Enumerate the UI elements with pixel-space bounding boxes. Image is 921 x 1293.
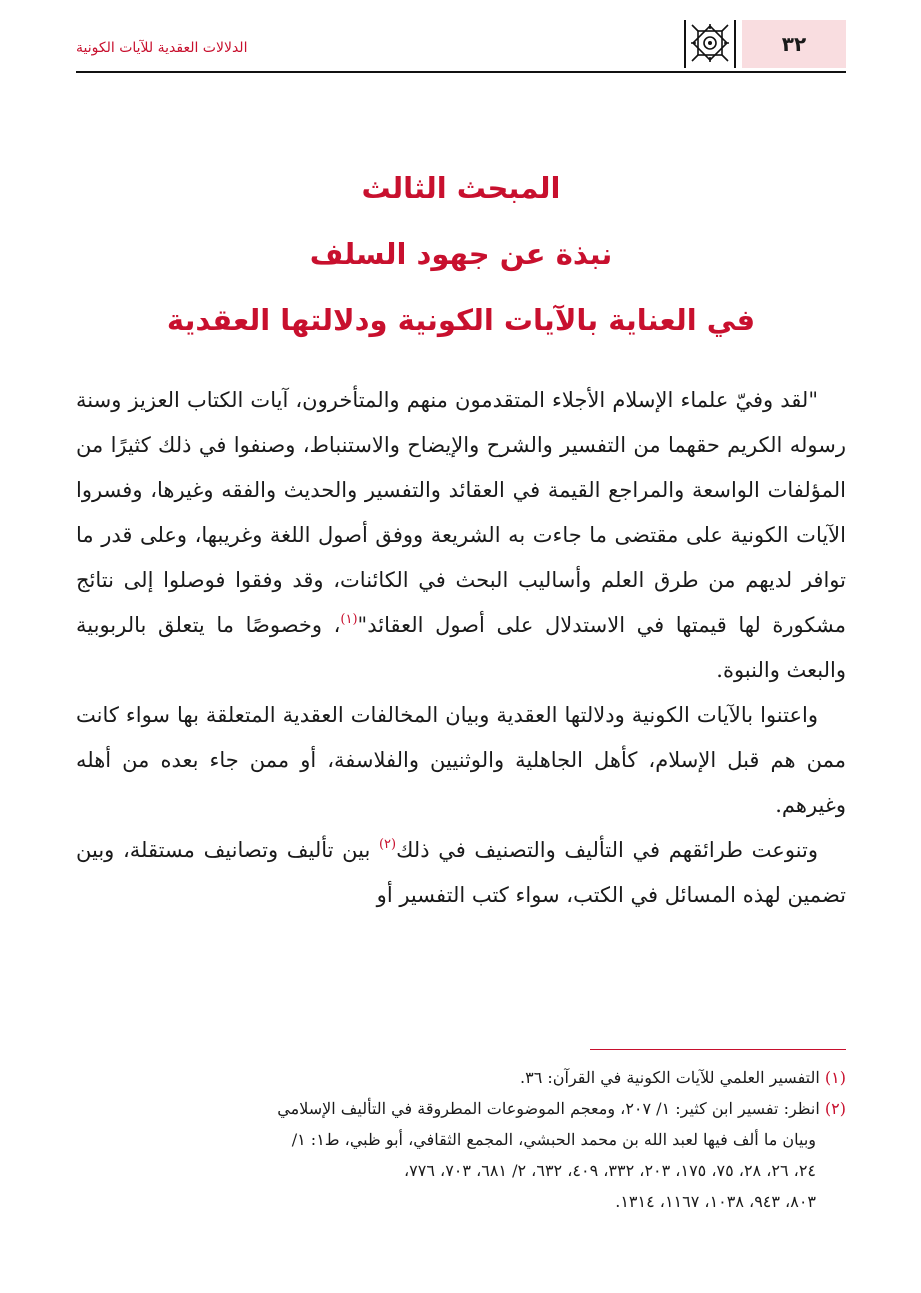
footnote-2-line-4: ٨٠٣، ٩٤٣، ١٠٣٨، ١١٦٧، ١٣١٤. xyxy=(615,1192,816,1211)
footnote-1 xyxy=(76,1062,846,1093)
paragraph-1 xyxy=(76,378,846,693)
page-number: ٣٢ xyxy=(742,20,846,68)
running-book-title: الدلالات العقدية للآيات الكونية xyxy=(76,40,248,56)
section-heading-1: المبحث الثالث xyxy=(361,171,561,205)
footnote-2-line-2: وبيان ما ألف فيها لعبد الله بن محمد الحبشي، المجمع الثقافي، أبو ظبي، ط١: ١/ xyxy=(291,1130,816,1149)
section-heading-2: نبذة عن جهود السلف xyxy=(309,237,613,271)
footnote-2-line-1: انظر: تفسير ابن كثير: ١/ ٢٠٧، ومعجم الموضوعات المطروقة في التأليف الإسلامي xyxy=(277,1099,820,1118)
footnote-ref-1[interactable]: (١) xyxy=(340,612,358,627)
footnote-1-number: (١) xyxy=(824,1068,846,1087)
footnote-1-text: التفسير العلمي للآيات الكونية في القرآن: ٣٦. xyxy=(520,1068,820,1087)
paragraph-1-tail: ، وخصوصًا ما يتعلق بالربوبية والبعث والنبوة. xyxy=(76,613,846,682)
paragraph-3-text: وتنوعت طرائقهم في التأليف والتصنيف في ذلك xyxy=(396,838,818,862)
footnote-ref-2[interactable]: (٢) xyxy=(378,837,397,852)
footnote-2-line-3: ٢٤، ٢٦، ٢٨، ٧٥، ١٧٥، ٢٠٣، ٣٣٢، ٤٠٩، ٦٣٢، ٢/ ٦٨١، ٧٠٣، ٧٧٦، xyxy=(404,1161,816,1180)
footnote-2 xyxy=(76,1093,846,1124)
paragraph-3-tail: بين تأليف وتصانيف مستقلة، وبين تضمين لهذه المسائل في الكتب، سواء كتب التفسير أو xyxy=(76,838,846,907)
footnote-divider xyxy=(590,1049,846,1050)
header-divider xyxy=(76,71,846,73)
islamic-star-ornament-icon xyxy=(684,20,736,68)
section-heading-3: في العناية بالآيات الكونية ودلالتها العقدية xyxy=(166,303,756,337)
section-headings xyxy=(76,160,846,358)
paragraph-1-text: "لقد وفيّ علماء الإسلام الأجلاء المتقدمون منهم والمتأخرون، آيات الكتاب العزيز وسنة رسوله الكريم حقهما من التفسير والشرح والإيضاح والاستنباط، وصنفوا في ذلك كثيرًا من المؤلفات الواسعة والمراجع القيمة في العقائد والتفسير والحديث والفقه وغيرها، وفسروا الآيات الكونية على مقتضى ما جاءت به الشريعة ووفق أصول اللغة وغريبها، وعلى قدر ما توافر لديهم من طرق العلم وأساليب البحث في الكائنات، وقد وفقوا فوصلوا إلى نتائج مشكورة لها قيمتها في الاستدلال على أصول العقائد" xyxy=(76,388,846,637)
footnote-2-number: (٢) xyxy=(824,1099,846,1118)
footnotes xyxy=(76,1062,846,1217)
paragraph-2: واعتنوا بالآيات الكونية ودلالتها العقدية وبيان المخالفات العقدية المتعلقة بها سواء كانت ممن هم قبل الإسلام، كأهل الجاهلية والوثنيين والفلاسفة، أو ممن جاء بعده من أهله وغيرهم. xyxy=(76,703,846,817)
body-text xyxy=(76,378,846,918)
page-header xyxy=(76,20,846,72)
paragraph-3 xyxy=(76,828,846,918)
